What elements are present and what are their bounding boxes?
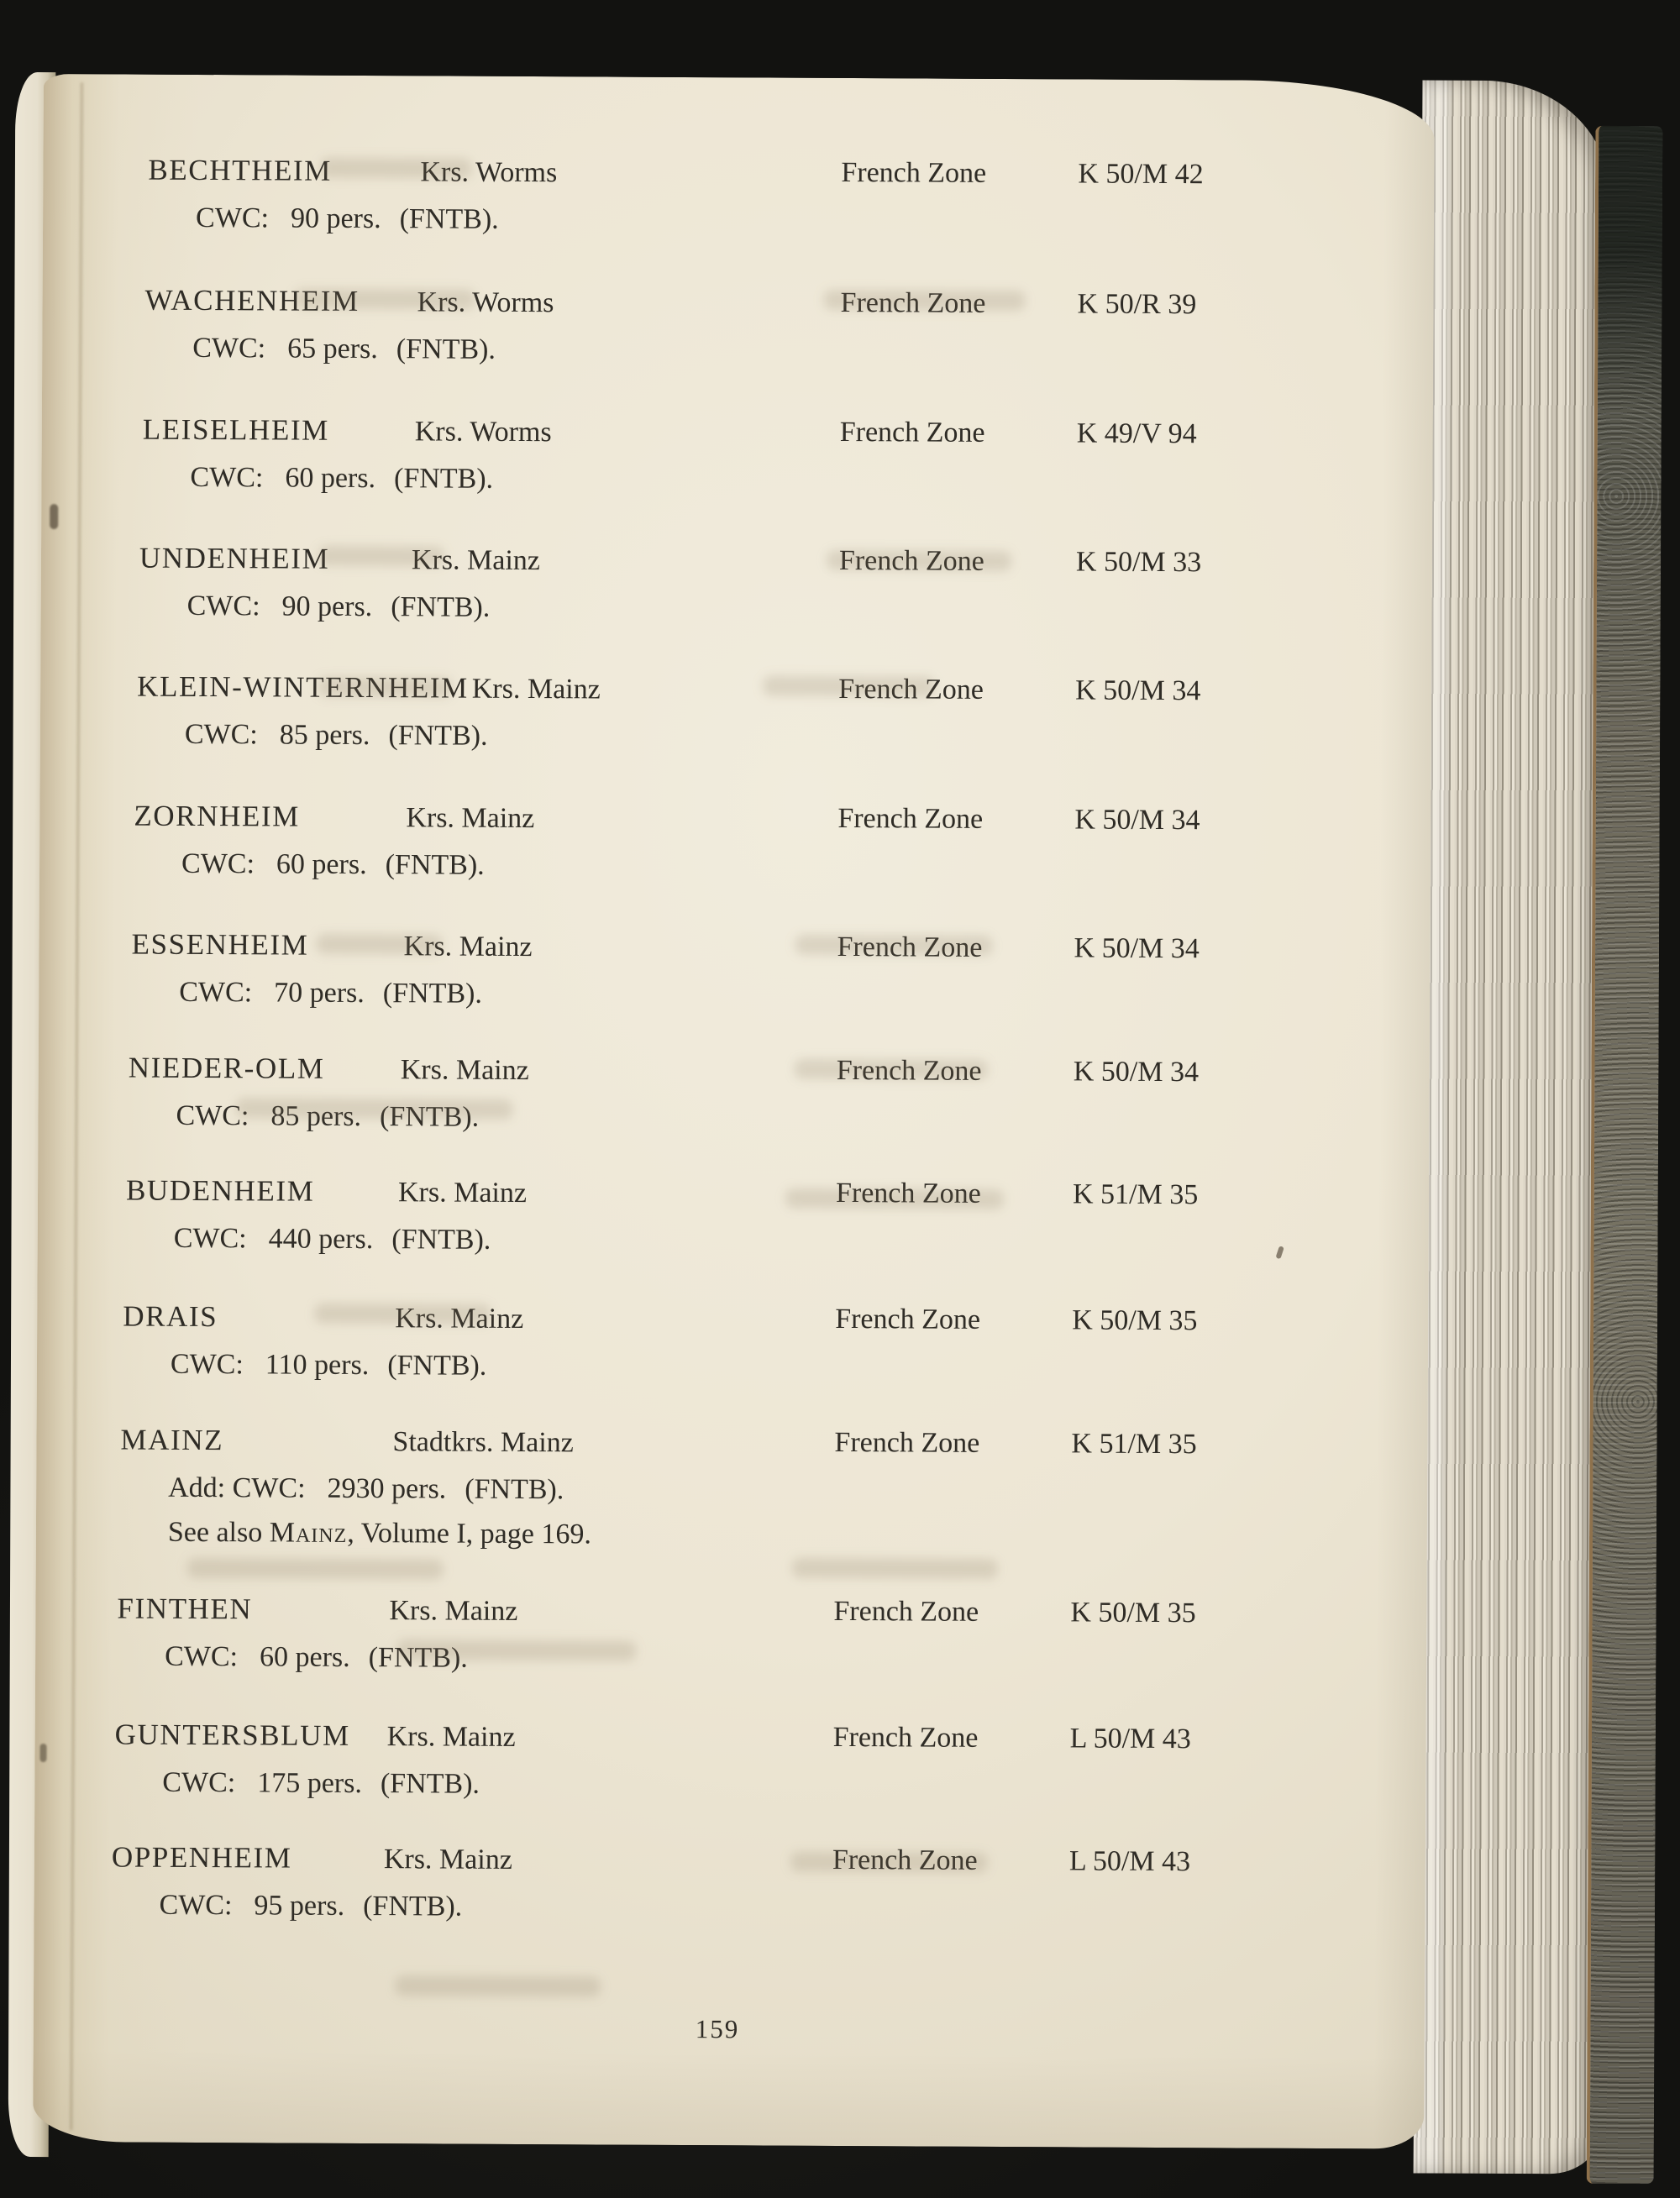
cwc-personnel-count: 90 pers.	[290, 202, 381, 235]
cwc-personnel-count: 85 pers.	[270, 1100, 362, 1132]
town-name: DRAIS	[123, 1299, 218, 1334]
cwc-line	[168, 1469, 1427, 1520]
entry-heading-line	[134, 797, 1431, 852]
cwc-line	[165, 1638, 1426, 1689]
cwc-label: CWC:	[170, 1348, 244, 1381]
cwc-label: CWC:	[196, 202, 270, 234]
cwc-personnel-count: 60 pers.	[259, 1641, 350, 1673]
zone-label: French Zone	[838, 673, 984, 706]
showthrough-smudge	[763, 675, 935, 696]
note-prefix: See also	[167, 1516, 270, 1549]
cwc-line	[174, 1220, 1429, 1271]
entry-heading-line	[143, 411, 1433, 465]
cwc-label: CWC:	[181, 847, 255, 880]
map-grid-reference: K 51/M 35	[1071, 1428, 1197, 1461]
book-page-stack-edge	[1414, 81, 1609, 2174]
note-suffix: , Volume I, page 169.	[347, 1517, 591, 1550]
town-name: KLEIN-WINTERNHEIM	[137, 669, 469, 705]
town-name: LEISELHEIM	[142, 412, 329, 447]
cwc-line	[162, 1764, 1425, 1815]
kreis-label: Krs. Mainz	[400, 1054, 529, 1087]
kreis-label: Krs. Mainz	[383, 1844, 512, 1875]
zone-label: French Zone	[833, 1595, 979, 1628]
gazetteer-entry	[36, 1420, 1428, 1565]
page-number: 159	[695, 2014, 740, 2044]
zone-label: French Zone	[832, 1844, 978, 1876]
zone-label: French Zone	[837, 802, 984, 835]
cwc-source-code: (FNTB).	[363, 1891, 463, 1923]
kreis-label: Krs. Mainz	[386, 1721, 516, 1753]
cwc-personnel-count: 65 pers.	[287, 333, 378, 365]
cwc-label: CWC:	[192, 332, 266, 365]
gazetteer-entry	[39, 796, 1431, 896]
zone-label: French Zone	[838, 544, 984, 577]
kreis-label: Stadtkrs. Mainz	[392, 1426, 574, 1459]
cwc-line	[187, 587, 1432, 638]
gazetteer-entry	[41, 538, 1433, 638]
map-grid-reference: K 50/M 34	[1075, 674, 1201, 707]
cwc-source-code: (FNTB).	[387, 1350, 487, 1382]
note-town-smallcaps: Mainz	[269, 1517, 348, 1549]
kreis-label: Krs. Mainz	[389, 1595, 518, 1627]
showthrough-smudge	[785, 1188, 1004, 1209]
kreis-label: Krs. Mainz	[406, 802, 535, 835]
cwc-label: CWC:	[165, 1640, 239, 1673]
cwc-line	[185, 716, 1431, 767]
entry-heading-line	[112, 1838, 1425, 1892]
showthrough-smudge	[314, 1304, 491, 1325]
cwc-line	[196, 199, 1434, 250]
map-grid-reference: K 51/M 35	[1072, 1178, 1199, 1211]
zone-label: French Zone	[839, 416, 985, 449]
entry-heading-line	[117, 1589, 1426, 1644]
cwc-line	[159, 1886, 1425, 1938]
zone-label: French Zone	[836, 1054, 982, 1087]
cwc-personnel-count: 95 pers.	[254, 1890, 345, 1922]
cwc-line	[171, 1346, 1428, 1397]
cwc-label: CWC:	[184, 718, 258, 751]
gazetteer-entry	[35, 1589, 1427, 1689]
showthrough-smudge	[235, 1098, 512, 1120]
map-grid-reference: K 50/M 33	[1075, 546, 1202, 579]
kreis-label: Krs. Mainz	[403, 931, 533, 963]
map-grid-reference: K 50/M 35	[1070, 1597, 1196, 1629]
gazetteer-entry	[42, 281, 1434, 380]
cwc-source-code: (FNTB).	[399, 203, 499, 235]
kreis-label: Krs. Mainz	[397, 1177, 528, 1209]
cwc-line	[190, 459, 1432, 510]
cwc-personnel-count: 440 pers.	[268, 1223, 374, 1256]
town-name: NIEDER-OLM	[128, 1051, 325, 1085]
zone-label: French Zone	[841, 156, 987, 189]
map-grid-reference: L 50/M 43	[1069, 1723, 1191, 1755]
cwc-label: CWC:	[176, 1099, 249, 1132]
showthrough-smudge	[318, 677, 452, 698]
gazetteer-entry	[38, 1171, 1430, 1271]
entry-heading-line	[114, 1715, 1425, 1770]
cwc-personnel-count: 70 pers.	[274, 977, 365, 1010]
showthrough-smudge	[824, 290, 1026, 311]
showthrough-smudge	[396, 1639, 636, 1660]
showthrough-smudge	[795, 1059, 988, 1080]
map-grid-reference: K 50/M 34	[1073, 1056, 1200, 1089]
entry-heading-line	[120, 1421, 1427, 1476]
cwc-label: CWC:	[159, 1889, 233, 1922]
book-cover-board-edge	[1587, 126, 1663, 2184]
cwc-label: CWC:	[162, 1766, 236, 1799]
kreis-label: Krs. Mainz	[471, 673, 601, 706]
map-grid-reference: K 50/R 39	[1077, 288, 1197, 321]
cwc-label: CWC:	[186, 590, 260, 622]
map-grid-reference: L 50/M 43	[1068, 1845, 1191, 1878]
showthrough-smudge	[295, 289, 475, 310]
cwc-source-code: (FNTB).	[391, 1224, 491, 1256]
town-name: WACHENHEIM	[144, 283, 360, 317]
town-name: ZORNHEIM	[134, 799, 300, 833]
kreis-label: Krs. Mainz	[395, 1303, 524, 1335]
cwc-personnel-count: 60 pers.	[276, 848, 367, 881]
cwc-source-code: (FNTB).	[465, 1473, 564, 1506]
cwc-source-code: (FNTB).	[388, 720, 488, 752]
cwc-source-code: (FNTB).	[391, 591, 491, 623]
gazetteer-entry	[43, 150, 1435, 250]
cwc-source-code: (FNTB).	[393, 463, 494, 495]
gazetteer-entry-list	[33, 74, 1435, 2149]
cwc-source-code: (FNTB).	[396, 333, 496, 365]
cwc-source-code: (FNTB).	[380, 1768, 480, 1800]
cwc-personnel-count: 60 pers.	[285, 462, 376, 495]
zone-label: French Zone	[835, 1177, 981, 1209]
zone-label: French Zone	[835, 1303, 981, 1335]
gazetteer-entry	[37, 1297, 1429, 1397]
cwc-label: CWC:	[190, 461, 264, 494]
map-grid-reference: K 50/M 34	[1074, 932, 1200, 965]
cwc-label: Add: CWC:	[168, 1471, 306, 1504]
cwc-source-code: (FNTB).	[385, 849, 485, 881]
showthrough-smudge	[320, 158, 471, 179]
cwc-personnel-count: 2930 pers.	[327, 1472, 447, 1505]
entry-see-also-note	[168, 1513, 1427, 1565]
cwc-source-code: (FNTB).	[382, 978, 482, 1010]
book-page	[33, 74, 1435, 2149]
map-grid-reference: K 49/V 94	[1076, 417, 1197, 450]
gazetteer-entry	[34, 1715, 1426, 1815]
showthrough-smudge	[795, 935, 993, 956]
map-grid-reference: K 50/M 42	[1078, 158, 1204, 191]
cwc-source-code: (FNTB).	[368, 1642, 468, 1674]
entry-heading-line	[126, 1172, 1429, 1226]
town-name: MAINZ	[120, 1423, 224, 1457]
town-name: FINTHEN	[117, 1592, 253, 1626]
showthrough-smudge	[792, 1558, 998, 1579]
cwc-personnel-count: 175 pers.	[257, 1767, 363, 1800]
gazetteer-entry	[41, 410, 1433, 510]
cwc-personnel-count: 85 pers.	[279, 719, 370, 752]
town-name: BUDENHEIM	[125, 1173, 315, 1208]
cwc-label: CWC:	[179, 976, 253, 1009]
showthrough-smudge	[187, 1558, 444, 1580]
showthrough-smudge	[395, 1975, 601, 1996]
town-name: BECHTHEIM	[148, 153, 333, 187]
cwc-personnel-count: 110 pers.	[265, 1349, 370, 1382]
town-name: OPPENHEIM	[111, 1840, 292, 1875]
map-grid-reference: K 50/M 34	[1074, 804, 1200, 837]
showthrough-smudge	[790, 1852, 988, 1873]
zone-label: French Zone	[834, 1426, 980, 1459]
entry-heading-line	[129, 1049, 1430, 1104]
kreis-label: Krs. Mainz	[411, 544, 541, 577]
gazetteer-entry	[34, 1838, 1425, 1938]
showthrough-smudge	[827, 550, 1011, 571]
showthrough-smudge	[317, 934, 443, 955]
cwc-line	[179, 973, 1430, 1025]
cwc-line	[181, 845, 1431, 896]
kreis-label: Krs. Worms	[420, 156, 558, 189]
zone-label: French Zone	[837, 931, 983, 963]
cwc-label: CWC:	[173, 1222, 247, 1255]
kreis-label: Krs. Worms	[417, 286, 554, 319]
zone-label: French Zone	[840, 286, 986, 319]
town-name: ESSENHEIM	[131, 927, 309, 962]
cwc-personnel-count: 90 pers.	[281, 590, 373, 623]
town-name: GUNTERSBLUM	[114, 1718, 350, 1752]
cwc-source-code: (FNTB).	[379, 1101, 480, 1133]
showthrough-smudge	[318, 546, 444, 567]
cwc-line	[192, 329, 1433, 380]
gazetteer-entry	[40, 667, 1432, 767]
kreis-label: Krs. Worms	[414, 416, 552, 449]
gazetteer-entry	[39, 925, 1431, 1025]
map-grid-reference: K 50/M 35	[1072, 1304, 1198, 1337]
zone-label: French Zone	[832, 1721, 979, 1754]
town-name: UNDENHEIM	[139, 541, 330, 575]
